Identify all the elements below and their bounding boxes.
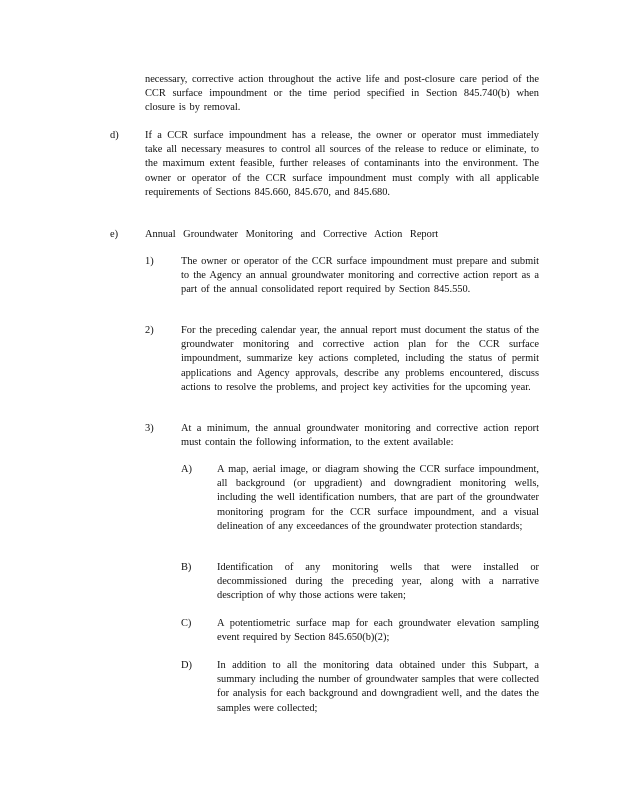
intro-paragraph: necessary, corrective action throughout the active life and post-closure care period of the CCR surface impoundment or the time period specified in Section 845.740(b) when closure is by removal. [145, 74, 539, 114]
item-3-paragraph: At a minimum, the annual groundwater monitoring and corrective action report must contain the following information, to the extent available: [181, 423, 539, 449]
subitem-d-paragraph: In addition to all the monitoring data obtained under this Subpart, a summary including the number of groundwater samples that were collected for analysis for each background and downgradient well, and the dates the samples were collected; [217, 660, 539, 714]
item-2-paragraph: For the preceding calendar year, the annual report must document the status of the groundwater monitoring and corrective action plan for the CCR surface impoundment, summarize key actions completed, including the status of permit applications and Agency approvals, describe any problems encountered, discuss actions to resolve the problems, and project key activities for the upcoming year. [181, 325, 539, 393]
subitem-b-paragraph: Identification of any monitoring wells that were installed or decommissioned during the preceding year, along with a narrative description of why those actions were taken; [217, 562, 539, 602]
item-3-label: 3) [145, 423, 154, 434]
subitem-a-paragraph: A map, aerial image, or diagram showing the CCR surface impoundment, all background (or upgradient) and downgradient monitoring wells, including the well identification numbers, that are part of the groundwater monitoring program for the CCR surface impoundment, and a visual delineation of any exceedances of the groundwater protection standards; [217, 464, 539, 532]
subitem-c-paragraph: A potentiometric surface map for each groundwater elevation sampling event required by Section 845.650(b)(2); [217, 618, 539, 644]
item-2-label: 2) [145, 325, 154, 336]
subitem-a-label: A) [181, 464, 192, 475]
subitem-c-label: C) [181, 618, 192, 629]
item-1-paragraph: The owner or operator of the CCR surface impoundment must prepare and submit to the Agency an annual groundwater monitoring and corrective action report as a part of the annual consolidated report required by Section 845.550. [181, 256, 539, 296]
section-d-label: d) [110, 130, 119, 141]
section-e-heading: Annual Groundwater Monitoring and Corrective Action Report [145, 229, 439, 240]
subitem-d-label: D) [181, 660, 192, 671]
section-d-paragraph: If a CCR surface impoundment has a release, the owner or operator must immediately take all necessary measures to control all sources of the release to reduce or eliminate, to the maximum extent feasible, further releases of contaminants into the environment. The owner or operator of the CCR surface impoundment must comply with all applicable requirements of Sections 845.660, 845.670, and 845.680. [145, 130, 539, 198]
section-e-label: e) [110, 229, 119, 240]
subitem-b-label: B) [181, 562, 192, 573]
item-1-label: 1) [145, 256, 154, 267]
